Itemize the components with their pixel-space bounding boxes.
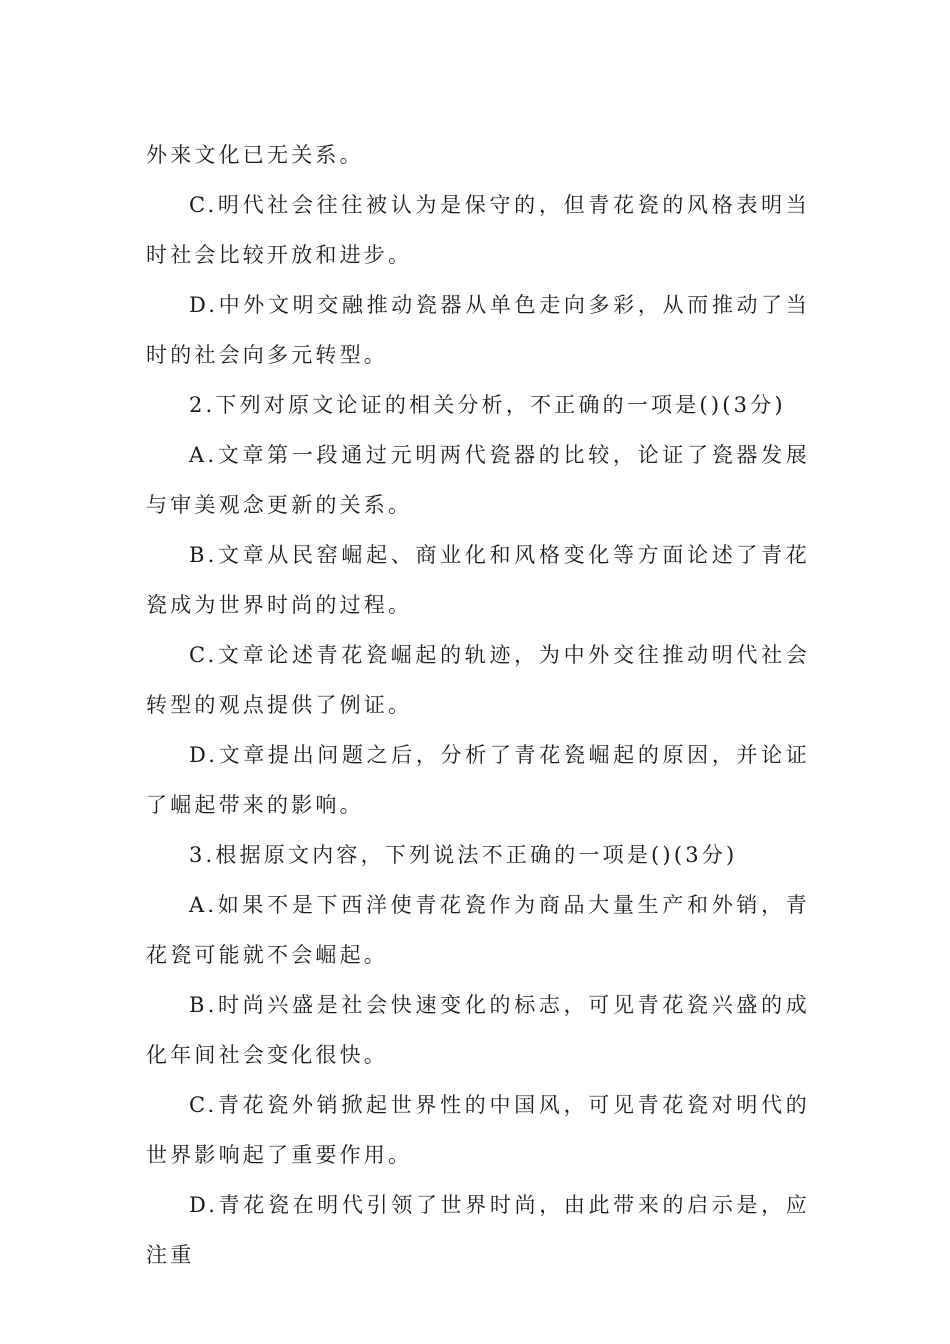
q1-option-d: D.中外文明交融推动瓷器从单色走向多彩，从而推动了当时的社会向多元转型。 — [146, 293, 810, 367]
q2-option-d: D.文章提出问题之后，分析了青花瓷崛起的原因，并论证了崛起带来的影响。 — [146, 743, 810, 817]
q2-option-b: B.文章从民窑崛起、商业化和风格变化等方面论述了青花瓷成为世界时尚的过程。 — [146, 543, 810, 617]
q2-option-c: C.文章论述青花瓷崛起的轨迹，为中外交往推动明代社会转型的观点提供了例证。 — [146, 643, 810, 717]
q3-option-b: B.时尚兴盛是社会快速变化的标志，可见青花瓷兴盛的成化年间社会变化很快。 — [146, 993, 810, 1067]
q2-option-a: A.文章第一段通过元明两代瓷器的比较，论证了瓷器发展与审美观念更新的关系。 — [146, 443, 810, 517]
q3-option-c: C.青花瓷外销掀起世界性的中国风，可见青花瓷对明代的世界影响起了重要作用。 — [146, 1093, 810, 1167]
document-body — [146, 130, 810, 1280]
q3-option-a: A.如果不是下西洋使青花瓷作为商品大量生产和外销，青花瓷可能就不会崛起。 — [146, 893, 810, 967]
paragraph-continuation: 外来文化已无关系。 — [146, 143, 364, 167]
question-2-stem: 2.下列对原文论证的相关分析，不正确的一项是()(3分) — [189, 393, 786, 417]
q3-option-d: D.青花瓷在明代引领了世界时尚，由此带来的启示是，应注重 — [146, 1193, 810, 1267]
question-3-stem: 3.根据原文内容，下列说法不正确的一项是()(3分) — [189, 843, 738, 867]
q1-option-c: C.明代社会往往被认为是保守的，但青花瓷的风格表明当时社会比较开放和进步。 — [146, 193, 810, 267]
